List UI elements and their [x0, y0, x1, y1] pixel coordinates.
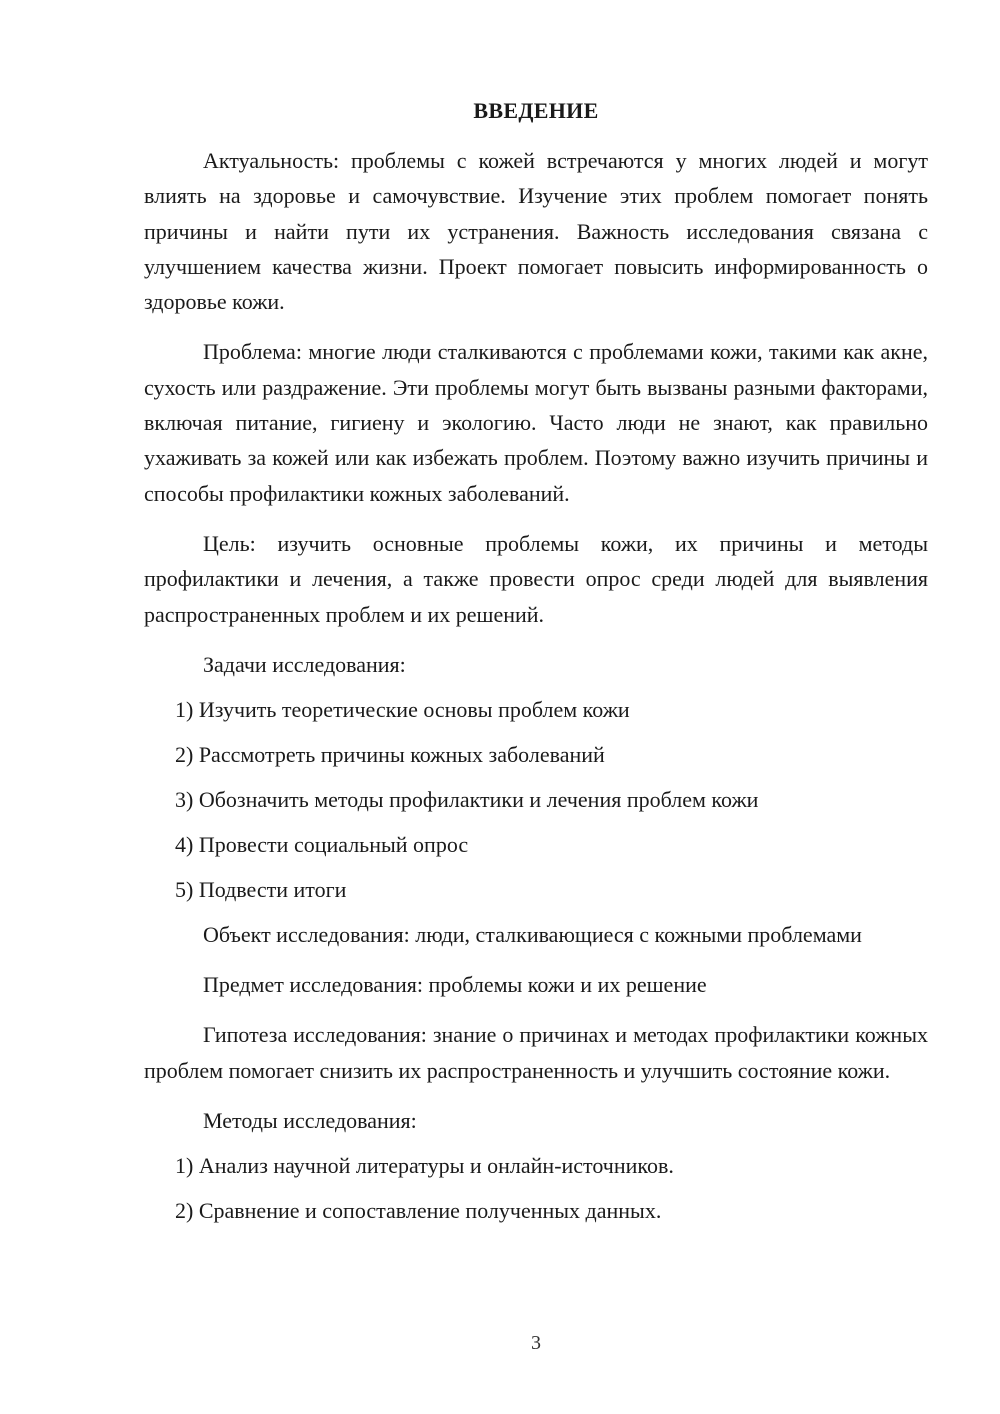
task-item: 1) Изучить теоретические основы проблем кожи: [175, 696, 630, 722]
problem-paragraph: Проблема: многие люди сталкиваются с проблемами кожи, такими как акне, сухость или раздражение. Эти проблемы могут быть вызваны разными факторами, включая питание, гигиену и экологию. Часто люди не знают, как правильно ухаживать за кожей или как избежать проблем. Поэтому важно изучить причины и способы профилактики кожных заболеваний.: [144, 339, 928, 506]
document-page: [144, 93, 928, 1238]
task-item: 2) Рассмотреть причины кожных заболеваний: [175, 741, 605, 767]
page-number: 3: [531, 1332, 541, 1354]
task-item: 5) Подвести итоги: [175, 876, 347, 902]
tasks-heading: Задачи исследования:: [203, 651, 406, 677]
hypothesis-paragraph: Гипотеза исследования: знание о причинах и методах профилактики кожных проблем помогает снизить их распространенность и улучшить состояние кожи.: [144, 1022, 928, 1083]
methods-heading: Методы исследования:: [203, 1108, 417, 1134]
section-title: ВВЕДЕНИЕ: [473, 98, 599, 123]
task-item: 4) Провести социальный опрос: [175, 831, 469, 857]
method-item: 2) Сравнение и сопоставление полученных данных.: [175, 1198, 662, 1224]
subject-paragraph: Предмет исследования: проблемы кожи и их решение: [203, 972, 707, 998]
relevance-paragraph: Актуальность: проблемы с кожей встречаются у многих людей и могут влиять на здоровье и самочувствие. Изучение этих проблем помогает понять причины и найти пути их устранения. Важность исследования связана с улучшением качества жизни. Проект помогает повысить информированность о здоровье кожи.: [144, 148, 928, 315]
goal-paragraph: Цель: изучить основные проблемы кожи, их причины и методы профилактики и лечения, а также провести опрос среди людей для выявления распространенных проблем и их решений.: [144, 530, 928, 627]
task-item: 3) Обозначить методы профилактики и лечения проблем кожи: [175, 786, 759, 812]
object-paragraph: Объект исследования: люди, сталкивающиеся с кожными проблемами: [203, 921, 862, 947]
method-item: 1) Анализ научной литературы и онлайн-источников.: [175, 1153, 674, 1179]
